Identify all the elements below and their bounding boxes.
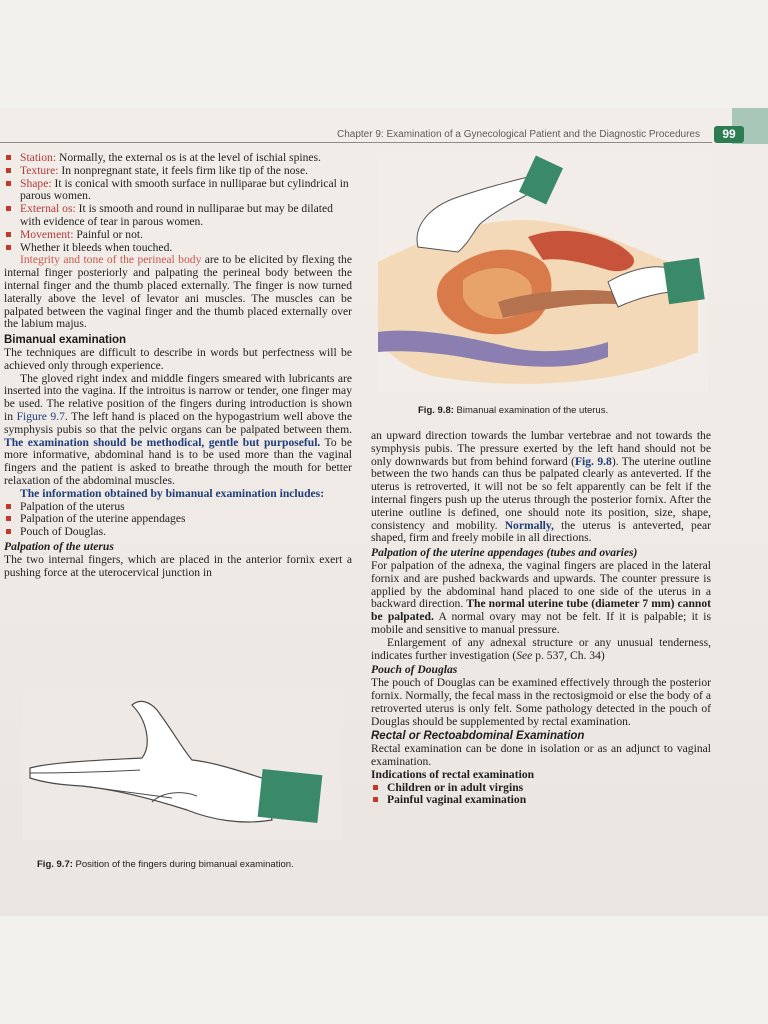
bimanual-intro: The techniques are difficult to describe in words but perfectness will be achieved only through experience. — [4, 345, 352, 372]
item-label: Movement: — [20, 227, 74, 241]
header-rule — [0, 142, 712, 143]
bullet-icon — [6, 232, 11, 237]
caption-text: Position of the fingers during bimanual examination. — [72, 859, 294, 870]
item-text: Painful vaginal examination — [387, 793, 527, 807]
perineal-highlight: Integrity and tone of the perineal body — [20, 253, 202, 267]
text-run: the uterus is anteverted, pear shaped, firm and freely mobile in all directions. — [371, 518, 711, 545]
text-run: For palpation of the adnexa, the vaginal fingers are placed in the lateral fornix and are pushed backwards and upwards. The counter pressure is applied by the abdominal hand placed to one side of the uterus in a backward direction. — [371, 558, 711, 611]
fig97-caption — [37, 859, 294, 870]
item-text: Children or in adult virgins — [387, 780, 524, 794]
page-reference: p. 537, Ch. 34) — [532, 648, 605, 662]
bullet-icon — [6, 504, 11, 509]
item-text: In nonpregnant state, it feels firm like tip of the nose. — [58, 163, 308, 177]
item-text: Pouch of Douglas. — [20, 525, 106, 539]
text-run: . The left hand is placed on the hypogastrium well above the symphysis pubis so that the pelvic organs can be palpated between them. — [4, 409, 352, 436]
indications-heading: Indications of rectal examination — [371, 767, 535, 781]
pouch-heading: Pouch of Douglas — [371, 663, 458, 677]
text-run: ). The uterine outline between the two hands can thus be palpated clearly as anteverted. If the uterus is retroverted, it will not be so felt apparently can be felt if the internal fingers push up the uterus through the posterior fornix. After the uterine outline is defined, one should note its position, size, shape, consistency and mobility. — [371, 454, 711, 532]
list-item — [4, 178, 352, 204]
right-column — [371, 430, 711, 807]
item-text: Palpation of the uterus — [20, 499, 125, 513]
bullet-icon — [6, 529, 11, 534]
figure-reference-link[interactable]: Figure 9.7 — [16, 409, 65, 423]
text-run: To be more informative, abdominal hand is to be used more than the vaginal fingers and the patient is asked to breathe through the mouth for better relaxation of the abdominal muscles. — [4, 435, 352, 487]
bullet-icon — [6, 155, 11, 160]
text-run: an upward direction towards the lumbar vertebrae and not towards the symphysis pubis. The pressure exerted by the left hand should not be only downwards but from behind forward ( — [371, 429, 711, 468]
rectal-heading: Rectal or Rectoabdominal Examination — [371, 730, 585, 743]
list-item — [371, 794, 711, 807]
emphasis-text: Normally, — [504, 518, 554, 532]
bullet-icon — [6, 516, 11, 521]
rectal-paragraph: Rectal examination can be done in isolation or as an adjunct to vaginal examination. — [371, 742, 711, 768]
text-run: The gloved right index and middle fingers smeared with lubricants are inserted into the vagina. If the introitus is narrow or tender, one finger may be used. The relative position of the fingers during introduction is shown in — [4, 371, 352, 423]
emphasis-text: The examination should be methodical, gentle but purposeful. — [4, 435, 321, 449]
bimanual-paragraph — [4, 373, 352, 488]
indications-list — [371, 782, 711, 808]
chapter-header: Chapter 9: Examination of a Gynecological Patient and the Diagnostic Procedures — [337, 129, 700, 140]
list-item — [4, 242, 352, 255]
item-text: Whether it bleeds when touched. — [20, 240, 173, 254]
info-list — [4, 501, 352, 539]
cervix-findings-list — [4, 152, 352, 254]
caption-label: Fig. 9.7: — [37, 859, 73, 870]
item-text: Palpation of the uterine appendages — [20, 512, 186, 526]
text-run: Enlargement of any adnexal structure or any unusual tenderness, indicates further investigation ( — [371, 635, 711, 662]
bimanual-exam-illustration — [378, 152, 708, 392]
list-item — [4, 203, 352, 229]
list-item — [4, 526, 352, 539]
palpation-uterus-continued — [371, 430, 711, 545]
palpation-uterus-text: The two internal fingers, which are placed in the anterior fornix exert a pushing force at the uterocervical junction in — [4, 552, 352, 579]
bullet-icon — [6, 245, 11, 250]
bimanual-heading: Bimanual examination — [4, 334, 127, 347]
appendages-heading: Palpation of the uterine appendages (tubes and ovaries) — [371, 546, 638, 560]
item-label: Texture: — [20, 163, 59, 177]
info-heading: The information obtained by bimanual examination includes: — [20, 486, 325, 500]
perineal-text: are to be elicited by flexing the internal finger posteriorly and palpating the perineal body between the internal finger and the thumb placed externally. The finger is now turned laterally above the level of levator ani muscles. The muscles can be palpated between the vaginal finger and the thumb placed externally over the labium majus. — [4, 253, 353, 331]
page-number: 99 — [714, 126, 744, 143]
bullet-icon — [373, 785, 378, 790]
appendages-paragraph — [371, 560, 711, 637]
palpation-uterus-heading: Palpation of the uterus — [4, 539, 114, 553]
item-label: Shape: — [20, 176, 52, 190]
bullet-icon — [6, 168, 11, 173]
finger-position-illustration — [22, 690, 342, 840]
fig98-caption — [418, 405, 608, 416]
caption-text: Bimanual examination of the uterus. — [453, 405, 609, 416]
bullet-icon — [6, 181, 11, 186]
item-text: It is conical with smooth surface in nulliparae but cylindrical in parous women. — [20, 176, 349, 203]
item-label: Station: — [20, 151, 57, 164]
perineal-paragraph — [4, 254, 352, 331]
caption-label: Fig. 9.8: — [418, 405, 454, 416]
see-reference: See — [516, 648, 533, 662]
text-run: A normal ovary may not be felt. If it is palpable; it is mobile and sensitive to manual pressure. — [371, 610, 711, 636]
emphasis-text: The normal uterine tube (diameter 7 mm) cannot be palpated. — [371, 597, 711, 624]
pouch-paragraph: The pouch of Douglas can be examined effectively through the posterior fornix. Normally, the fecal mass in the rectosigmoid or else the body of a retroverted uterus is only felt. Some pathology detected in the pouch of Douglas should be supplemented by rectal examination. — [371, 676, 711, 728]
adnexal-paragraph — [371, 637, 711, 663]
item-text: Painful or not. — [73, 227, 144, 241]
bullet-icon — [373, 797, 378, 802]
left-column — [4, 152, 352, 579]
item-text: Normally, the external os is at the level of ischial spines. — [56, 151, 321, 164]
item-text: It is smooth and round in nulliparae but may be dilated with evidence of tear in parous women. — [20, 202, 333, 228]
bullet-icon — [6, 206, 11, 211]
item-label: External os: — [20, 202, 76, 216]
figure-reference-link[interactable]: Fig. 9.8 — [574, 454, 612, 468]
